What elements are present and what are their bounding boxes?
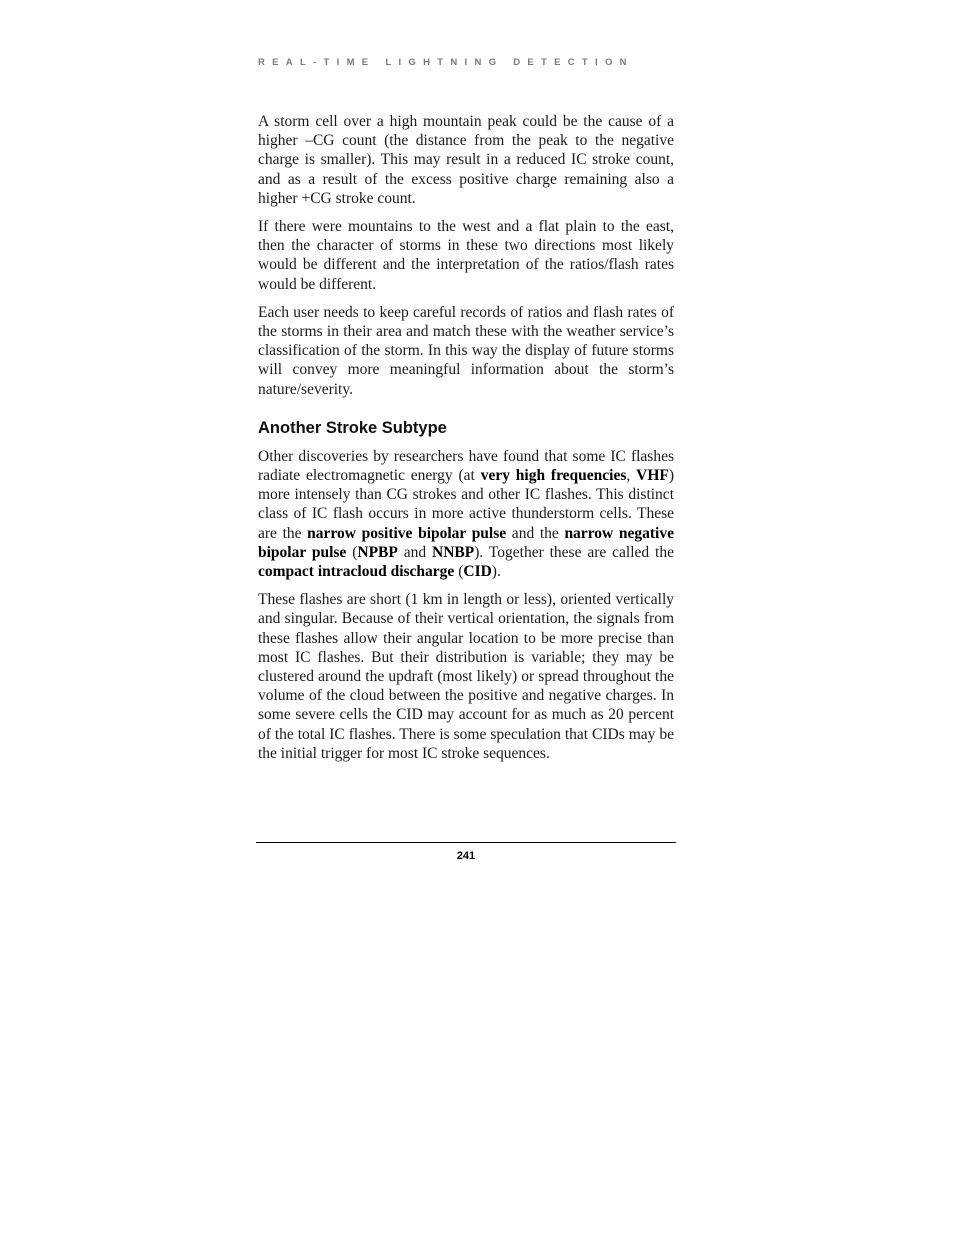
term-very-high-frequencies: very high frequencies <box>480 467 627 485</box>
paragraph-mountains-west: If there were mountains to the west and a flat plain to the east, then the character of storms in these two directions most likely would be different and the interpretation of the ratios/flash rates would be different. <box>258 218 674 293</box>
paragraph-other-discoveries <box>258 447 674 581</box>
text-run: and the <box>506 524 565 542</box>
paragraph-mountain-peak: A storm cell over a high mountain peak could be the cause of a higher –CG count (the distance from the peak to the negative charge is smaller). This may result in a reduced IC stroke count, and as a result of the excess positive charge remaining also a higher +CG stroke count. <box>258 113 674 207</box>
running-header: REAL-TIME LIGHTNING DETECTION <box>258 57 634 68</box>
term-npbp-full: narrow positive bipolar pulse <box>307 524 507 542</box>
section-heading: Another Stroke Subtype <box>258 418 447 437</box>
page-body <box>258 112 674 763</box>
text-run: ) more intensely than CG strokes and other IC flashes. This distinct class of IC flash occurs in more active thunderstorm cells. These are the <box>258 467 675 542</box>
text-run: ( <box>346 543 358 561</box>
term-cid: CID <box>463 563 492 581</box>
paragraph-short-flashes: These flashes are short (1 km in length or less), oriented vertically and singular. Because of their vertical orientation, the signals from these flashes allow their angular location to be more precise than most IC flashes. But their distribution is variable; they may be clustered around the updraft (most likely) or spread throughout the volume of the cloud between the positive and negative charges. In some severe cells the CID may account for as much as 20 percent of the total IC flashes. There is some speculation that CIDs may be the initial trigger for most IC stroke sequences. <box>258 591 674 762</box>
term-cid-full: compact intracloud discharge <box>258 563 455 581</box>
text-run: and <box>397 543 433 561</box>
footer-rule <box>256 842 676 843</box>
text-run: ). <box>491 563 501 581</box>
term-nnbp: NNBP <box>432 543 475 561</box>
term-npbp: NPBP <box>357 543 398 561</box>
term-nnbp-full: narrow negative bipolar pulse <box>258 524 674 561</box>
text-run: , <box>626 467 637 485</box>
term-vhf: VHF <box>636 467 669 485</box>
paragraph-careful-records: Each user needs to keep careful records of ratios and flash rates of the storms in their area and match these with the weather service’s classification of the storm. In this way the display of future storms will convey more meaningful information about the storm’s nature/severity. <box>258 303 674 398</box>
text-run: ( <box>454 563 464 581</box>
text-run: Other discoveries by researchers have found that some IC flashes radiate electromagnetic energy (at <box>258 447 674 485</box>
page-number: 241 <box>456 850 476 862</box>
text-run: ). Together these are called the <box>474 543 674 561</box>
